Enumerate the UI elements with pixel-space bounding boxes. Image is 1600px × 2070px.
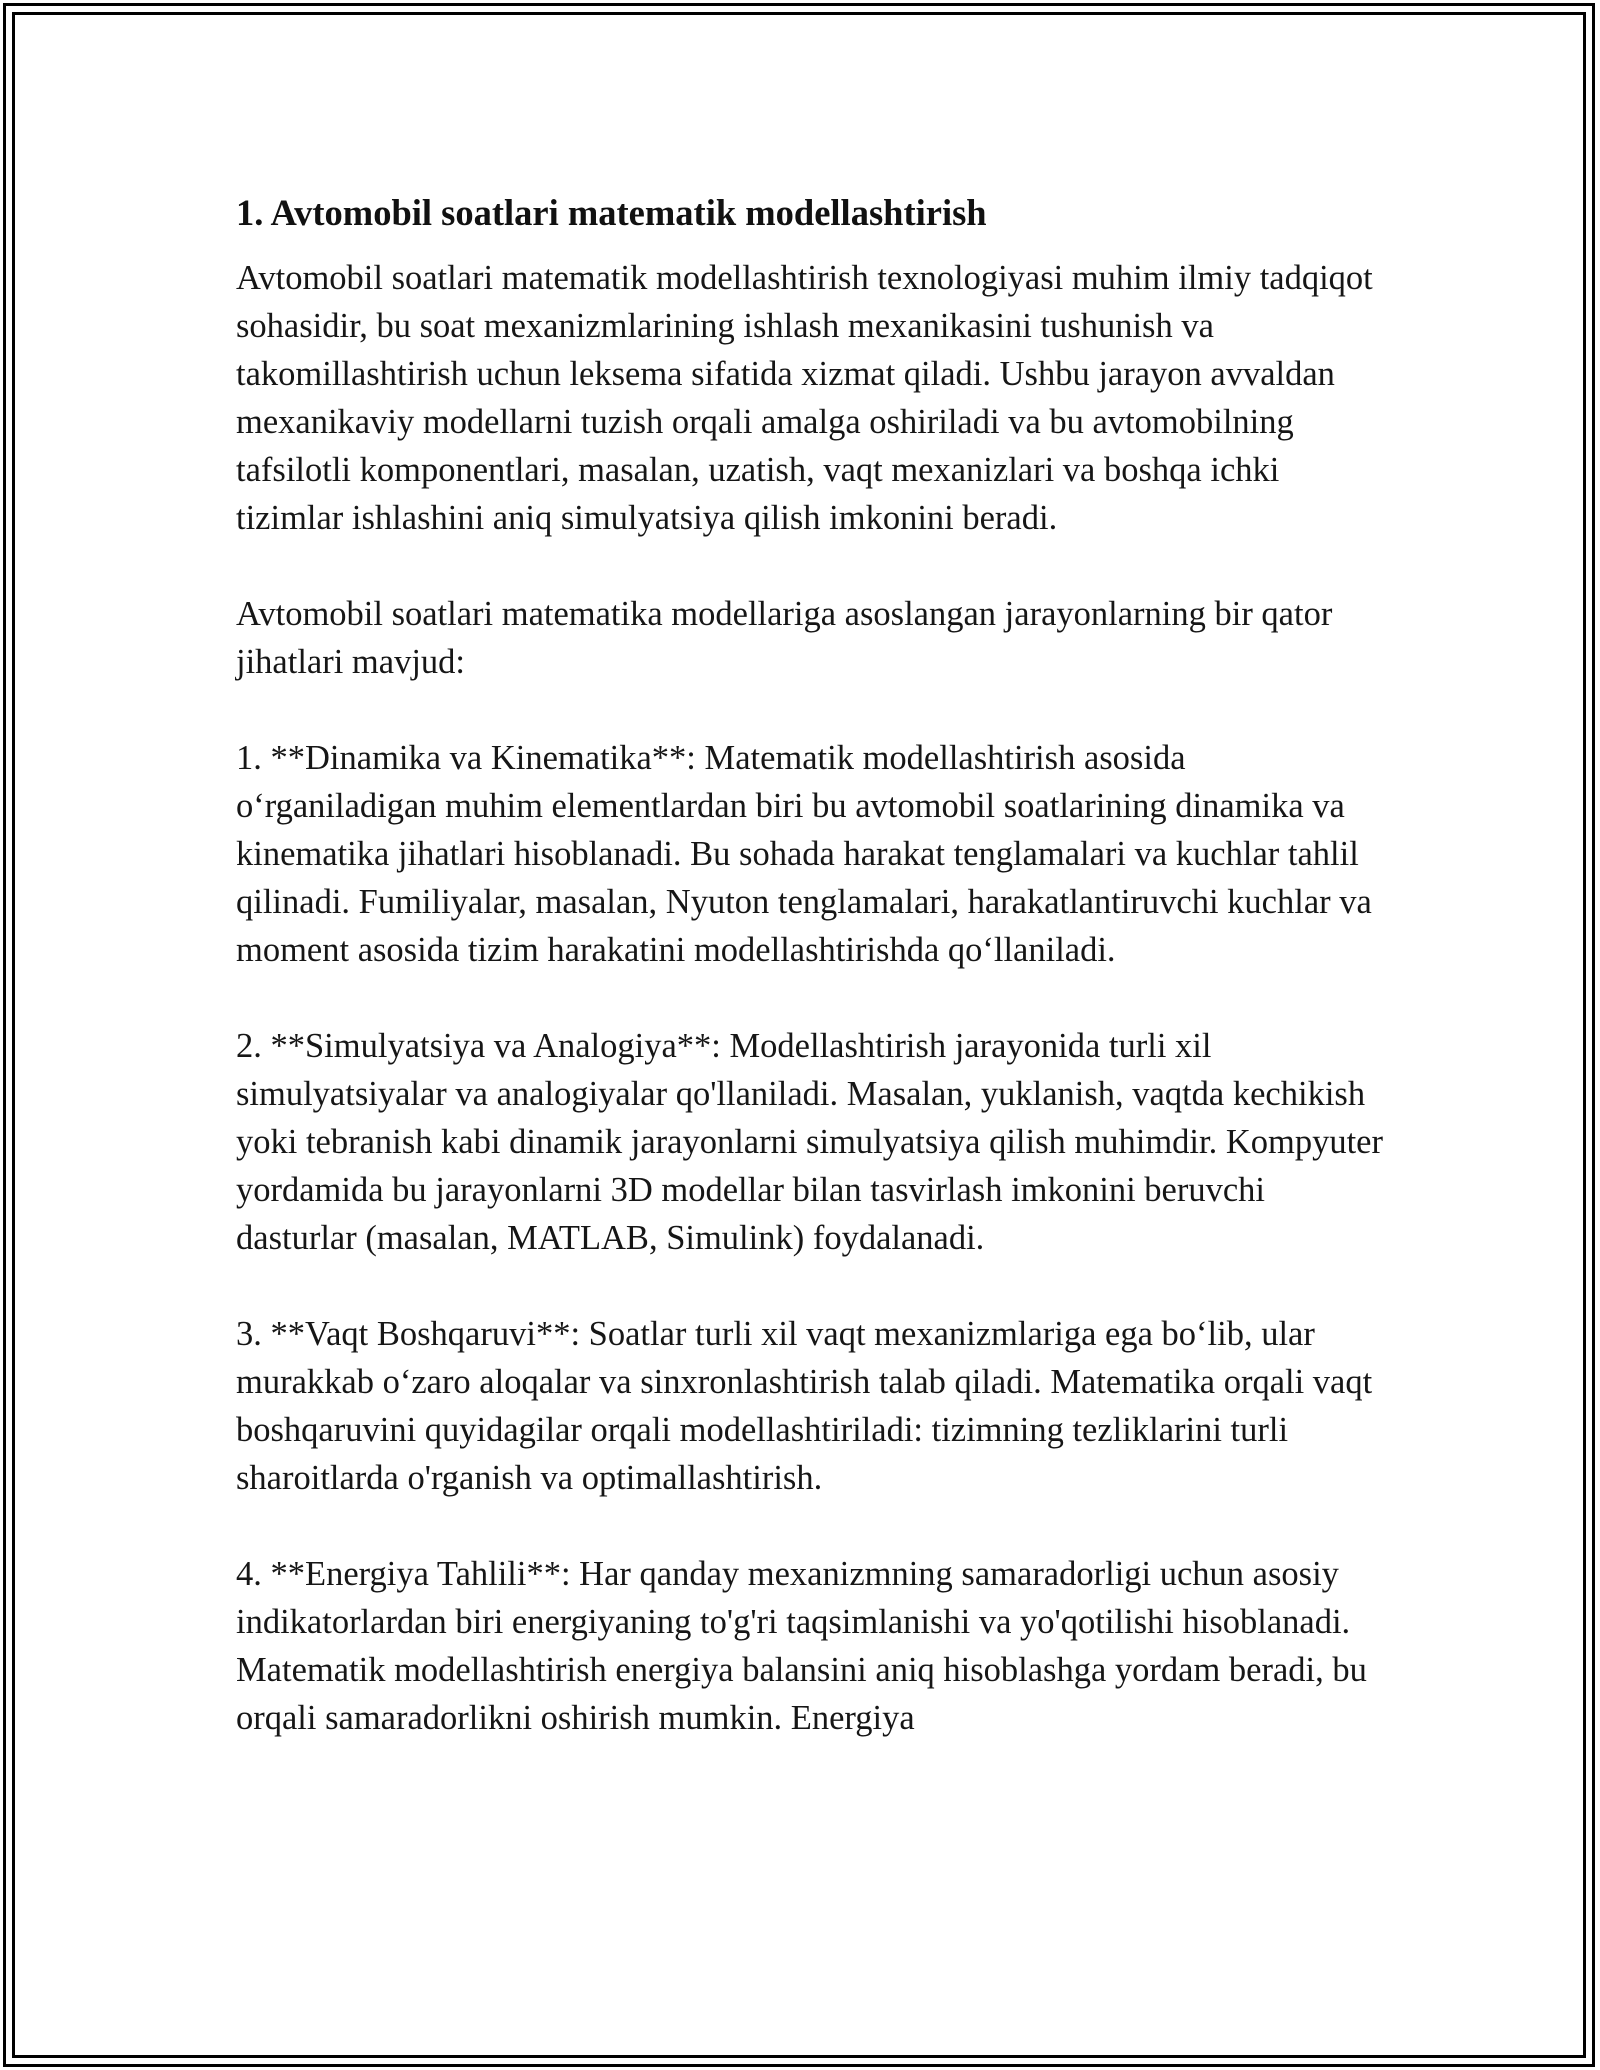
document-body [236,186,1386,1742]
paragraph-item-1: 1. **Dinamika va Kinematika**: Matematik modellashtirish asosida o‘rganiladigan muhim elementlardan biri bu avtomobil soatlarining dinamika va kinematika jihatlari hisoblanadi. Bu sohada harakat tenglamalari va kuchlar tahlil qilinadi. Fumiliyalar, masalan, Nyuton tenglamalari, harakatlantiruvchi kuchlar va moment asosida tizim harakatini modellashtirishda qo‘llaniladi. [236,739,1372,969]
paragraph-item-3: 3. **Vaqt Boshqaruvi**: Soatlar turli xil vaqt mexanizmlariga ega bo‘lib, ular murakkab o‘zaro aloqalar va sinxronlashtirish talab qiladi. Matematika orqali vaqt boshqaruvini quyidagilar orqali modellashtiriladi: tizimning tezliklarini turli sharoitlarda o'rganish va optimallashtirish. [236,1315,1373,1497]
paragraph-aspects: Avtomobil soatlari matematika modellariga asoslangan jarayonlarning bir qator jihatlari mavjud: [236,595,1333,681]
section-heading: 1. Avtomobil soatlari matematik modellashtirish [236,192,987,233]
paragraph-intro: Avtomobil soatlari matematik modellashtirish texnologiyasi muhim ilmiy tadqiqot sohasidir, bu soat mexanizmlarining ishlash mexanikasini tushunish va takomillashtirish uchun leksema sifatida xizmat qiladi. Ushbu jarayon avvaldan mexanikaviy modellarni tuzish orqali amalga oshiriladi va bu avtomobilning tafsilotli komponentlari, masalan, uzatish, vaqt mexanizlari va boshqa ichki tizimlar ishlashini aniq simulyatsiya qilish imkonini beradi. [236,259,1373,537]
paragraph-item-2: 2. **Simulyatsiya va Analogiya**: Modellashtirish jarayonida turli xil simulyatsiyalar va analogiyalar qo'llaniladi. Masalan, yuklanish, vaqtda kechikish yoki tebranish kabi dinamik jarayonlarni simulyatsiya qilish muhimdir. Kompyuter yordamida bu jarayonlarni 3D modellar bilan tasvirlash imkonini beruvchi dasturlar (masalan, MATLAB, Simulink) foydalanadi. [236,1027,1383,1257]
paragraph-item-4: 4. **Energiya Tahlili**: Har qanday mexanizmning samaradorligi uchun asosiy indikatorlardan biri energiyaning to'g'ri taqsimlanishi va yo'qotilishi hisoblanadi. Matematik modellashtirish energiya balansini aniq hisoblashga yordam beradi, bu orqali samaradorlikni oshirish mumkin. Energiya [236,1555,1367,1737]
